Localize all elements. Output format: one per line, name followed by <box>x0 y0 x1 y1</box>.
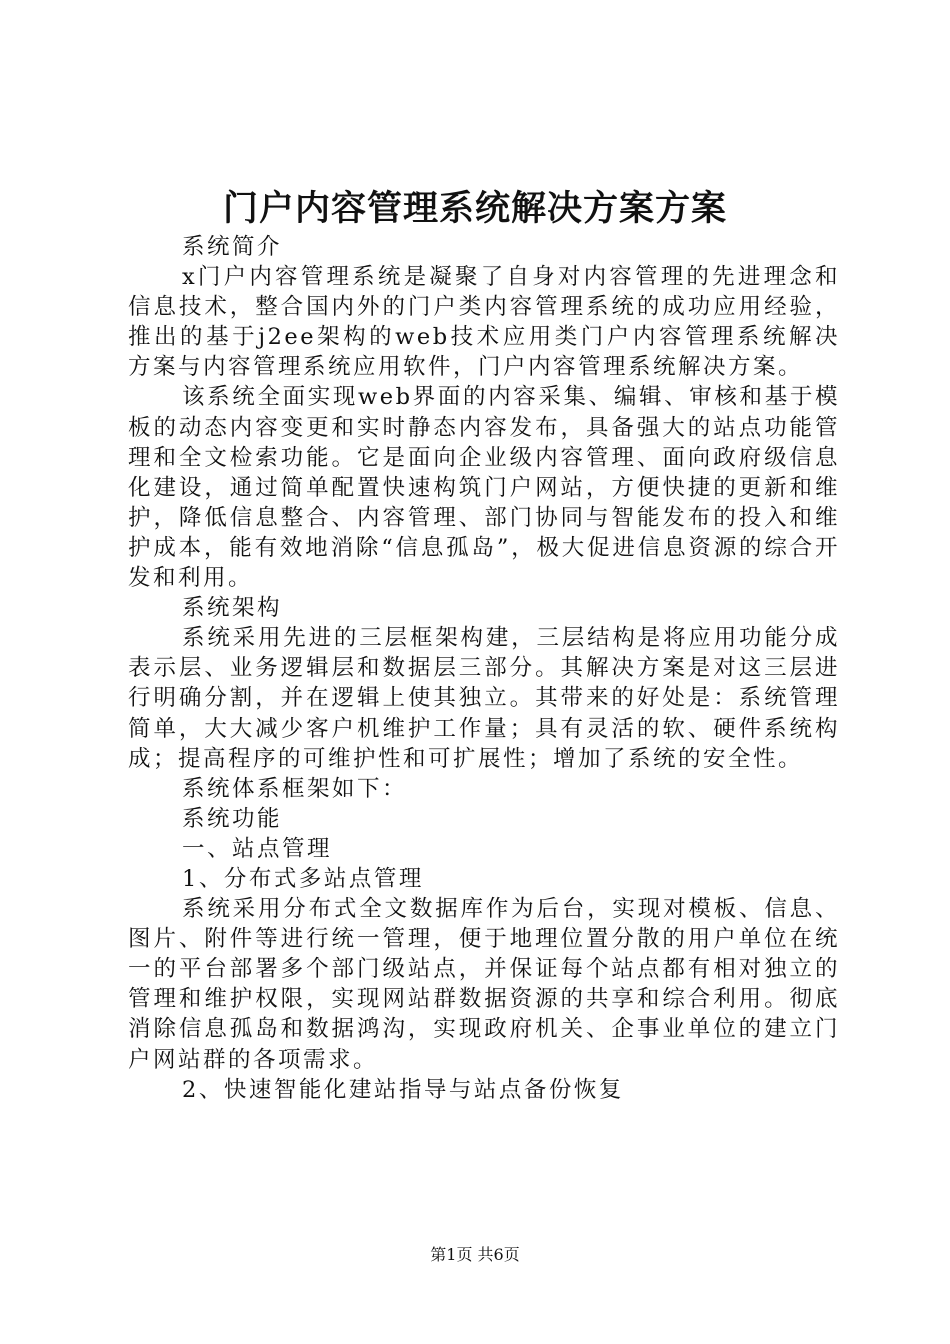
heading-system-architecture: 系统架构 <box>182 595 283 622</box>
paragraph-architecture: 系统采用先进的三层框架构建，三层结构是将应用功能分成表示层、业务逻辑层和数据层三部分。其解决方案是对这三层进行明确分割，并在逻辑上使其独立。其带来的好处是：系统管理简单，大大减少客户机维护工作量；具有灵活的软、硬件系统构成；提高程序的可维护性和可扩展性；增加了系统的安全性。 <box>128 625 840 772</box>
paragraph-system-features: 该系统全面实现web界面的内容采集、编辑、审核和基于模板的动态内容变更和实时静态内容发布，具备强大的站点功能管理和全文检索功能。它是面向企业级内容管理、面向政府级信息化建设，通过简单配置快速构筑门户网站，方便快捷的更新和维护，降低信息整合、内容管理、部门协同与智能发布的投入和维护成本，能有效地消除“信息孤岛”，极大促进信息资源的综合开发和利用。 <box>128 384 840 592</box>
document-title: 门户内容管理系统解决方案方案 <box>222 188 727 229</box>
line-framework-intro: 系统体系框架如下： <box>182 775 408 802</box>
paragraph-distributed-sites: 系统采用分布式全文数据库作为后台，实现对模板、信息、图片、附件等进行统一管理，便于地理位置分散的用户单位在统一的平台部署多个部门级站点，并保证每个站点都有相对独立的管理和维护权限，实现网站群数据资源的共享和综合利用。彻底消除信息孤岛和数据鸿沟，实现政府机关、企事业单位的建立门户网站群的各项需求。 <box>128 896 840 1073</box>
heading-site-management: 一、站点管理 <box>182 835 333 862</box>
heading-quick-site-building: 2、快速智能化建站指导与站点备份恢复 <box>182 1076 624 1103</box>
page-number-footer: 第1页 共6页 <box>430 1245 520 1264</box>
paragraph-intro: x门户内容管理系统是凝聚了自身对内容管理的先进理念和信息技术，整合国内外的门户类内容管理系统的成功应用经验，推出的基于j2ee架构的web技术应用类门户内容管理系统解决方案与内容管理系统应用软件，门户内容管理系统解决方案。 <box>128 264 840 381</box>
heading-system-functions: 系统功能 <box>182 805 283 832</box>
heading-system-intro: 系统简介 <box>182 234 283 260</box>
document-body <box>128 232 840 1105</box>
heading-distributed-sites: 1、分布式多站点管理 <box>182 865 424 892</box>
